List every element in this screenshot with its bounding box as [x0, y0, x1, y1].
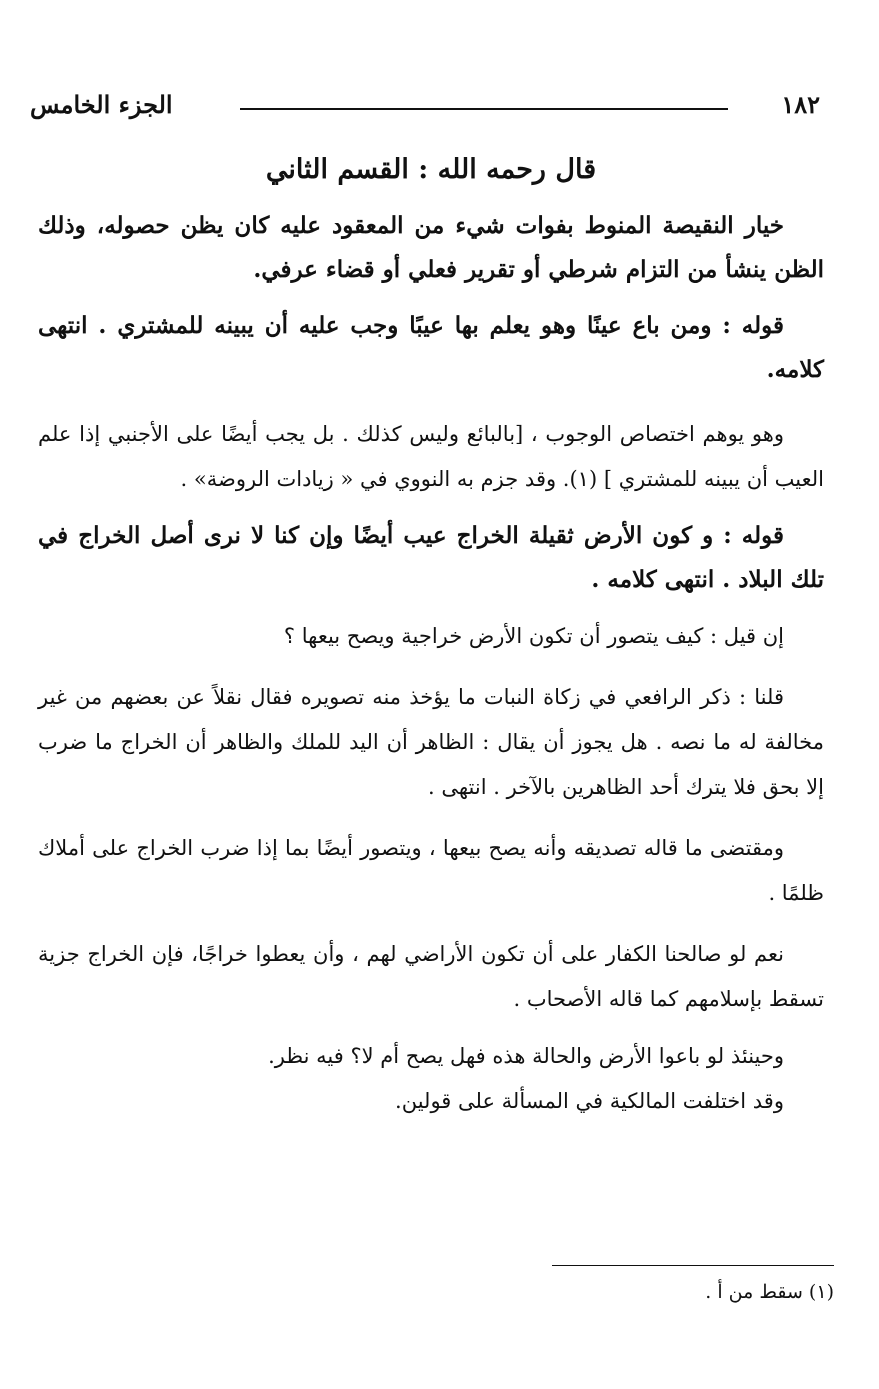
paragraph-implication: ومقتضى ما قاله تصديقه وأنه يصح بيعها ، ويتصور أيضًا بما إذا ضرب الخراج على أملاك ظلمًا . [38, 836, 824, 905]
paragraph-reconciliation: نعم لو صالحنا الكفار على أن تكون الأراضي لهم ، وأن يعطوا خراجًا، فإن الخراج جزية تسقط بإسلامهم كما قاله الأصحاب . [38, 942, 824, 1011]
paragraph-sale-question: وحينئذ لو باعوا الأرض والحالة هذه فهل يصح أم لا؟ فيه نظر. [268, 1044, 784, 1068]
volume-title: الجزء الخامس [30, 90, 173, 119]
paragraph-maliki-view: وقد اختلفت المالكية في المسألة على قولين. [395, 1089, 784, 1113]
page-number: ١٨٢ [781, 90, 820, 119]
paragraph-question: إن قيل : كيف يتصور أن تكون الأرض خراجية ويصح بيعها ؟ [283, 624, 784, 648]
paragraph-khiyar-definition: خيار النقيصة المنوط بفوات شيء من المعقود عليه كان يظن حصوله، وذلك الظن ينشأ من التزام شرطي أو تقرير فعلي أو قضاء عرفي. [38, 212, 824, 283]
section-heading: قال رحمه الله : القسم الثاني [265, 154, 597, 185]
paragraph-quote-kharaj: قوله : و كون الأرض ثقيلة الخراج عيب أيضًا وإن كنا لا نرى أصل الخراج في تلك البلاد . انتهى كلامه . [38, 522, 824, 593]
page-header [30, 84, 820, 134]
paragraph-answer: قلنا : ذكر الرافعي في زكاة النبات ما يؤخذ منه تصويره فقال نقلاً عن بعضهم من غير مخالفة له ما نصه . هل يجوز أن يقال : الظاهر أن اليد للملك والظاهر أن الخراج ما ضرب إلا بحق فلا يترك أحد الظاهرين بالآخر . انتهى . [38, 685, 824, 799]
footnote-rule [552, 1265, 834, 1266]
header-rule [240, 108, 728, 110]
paragraph-commentary-obligation: وهو يوهم اختصاص الوجوب ، [بالبائع وليس كذلك . بل يجب أيضًا على الأجنبي إذا علم العيب أن يبينه للمشتري ] (١). وقد جزم به النووي في « زيادات الروضة» . [38, 422, 824, 491]
paragraph-quote-seller: قوله : ومن باع عينًا وهو يعلم بها عيبًا وجب عليه أن يبينه للمشتري . انتهى كلامه. [38, 312, 824, 383]
footnote: (١) سقط من أ . [705, 1281, 834, 1303]
page-body [38, 148, 824, 1124]
